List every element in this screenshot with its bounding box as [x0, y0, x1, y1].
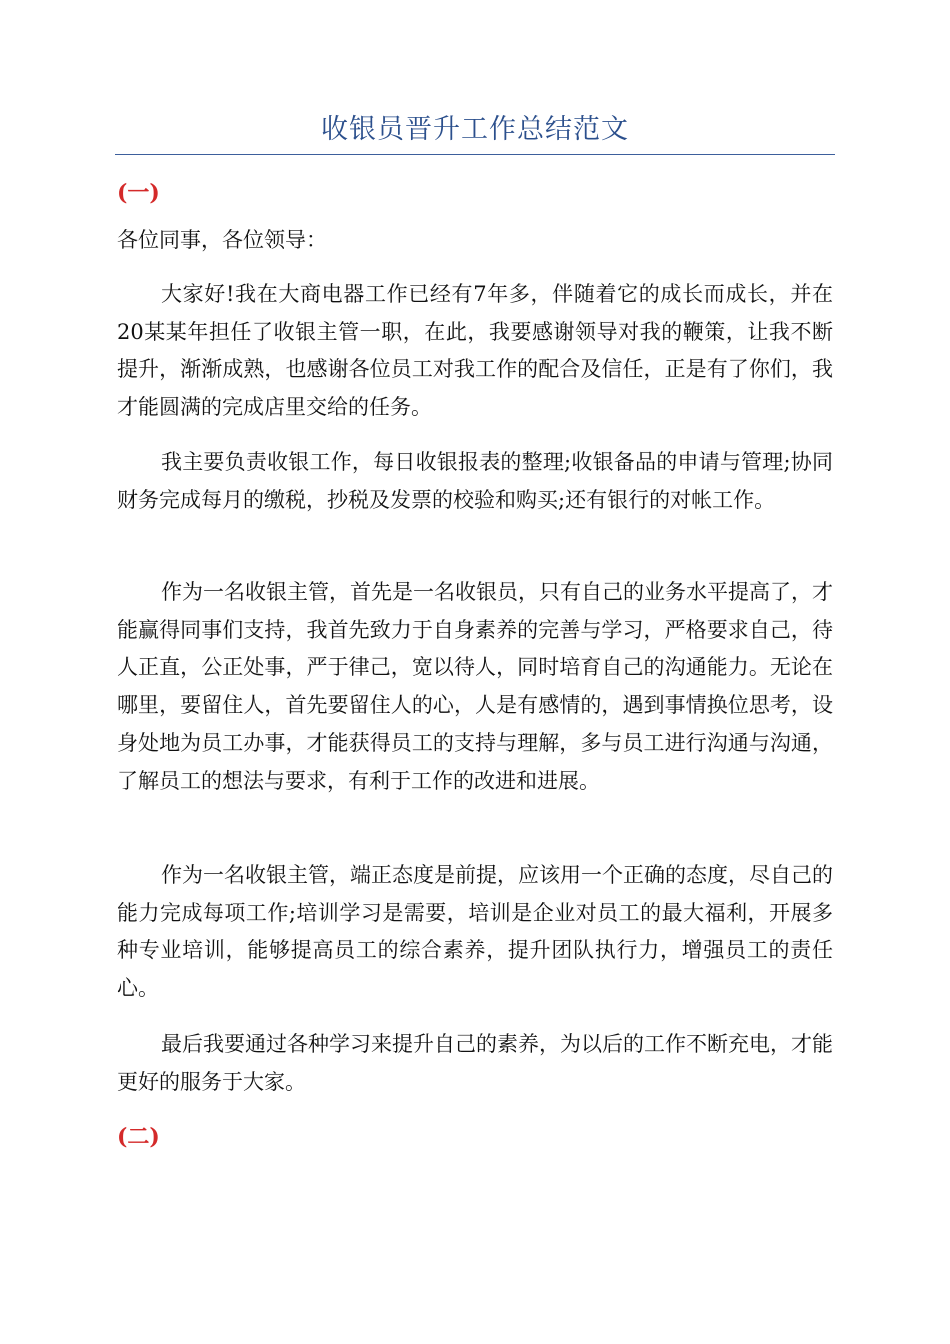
document-title: 收银员晋升工作总结范文: [321, 114, 629, 145]
salutation: 各位同事，各位领导：: [117, 228, 327, 252]
paragraph-2: 我主要负责收银工作，每日收银报表的整理;收银备品的申请与管理;协同财务完成每月的缴税，抄税及发票的校验和购买;还有银行的对帐工作。: [117, 450, 833, 512]
section-heading-2: (二): [117, 1124, 160, 1150]
paragraph-5: 最后我要通过各种学习来提升自己的素养，为以后的工作不断充电，才能更好的服务于大家。: [117, 1032, 833, 1094]
paragraph-4: 作为一名收银主管，端正态度是前提，应该用一个正确的态度，尽自己的能力完成每项工作;培训学习是需要，培训是企业对员工的最大福利，开展多种专业培训，能够提高员工的综合素养，提升团队执行力，增强员工的责任心。: [117, 863, 833, 1001]
section-heading-1: (一): [117, 180, 160, 206]
paragraph-1: 大家好!我在大商电器工作已经有7年多，伴随着它的成长而成长，并在20某某年担任了收银主管一职，在此，我要感谢领导对我的鞭策，让我不断提升，渐渐成熟，也感谢各位员工对我工作的配合及信任，正是有了你们，我才能圆满的完成店里交给的任务。: [117, 282, 833, 420]
title-underline: [115, 154, 835, 155]
paragraph-3: 作为一名收银主管，首先是一名收银员，只有自己的业务水平提高了，才能赢得同事们支持，我首先致力于自身素养的完善与学习，严格要求自己，待人正直，公正处事，严于律己，宽以待人，同时培育自己的沟通能力。无论在哪里，要留住人，首先要留住人的心，人是有感情的，遇到事情换位思考，设身处地为员工办事，才能获得员工的支持与理解，多与员工进行沟通与沟通，了解员工的想法与要求，有利于工作的改进和进展。: [117, 580, 833, 793]
